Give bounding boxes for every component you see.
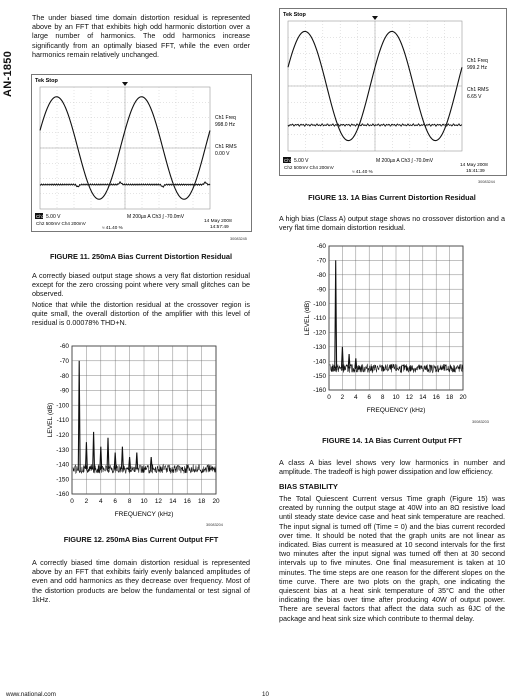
ch1-freq-label: Ch1 Freq [467, 58, 488, 64]
y-axis-label: LEVEL (dB) [47, 402, 54, 438]
scope-channels-2: Ch2 500mV Ch4 200mV [284, 165, 334, 170]
figure-14-id: 30083203 [472, 420, 489, 424]
figure-11-id: 30083245 [230, 237, 247, 241]
ch1-freq-value: 999.2 Hz [467, 65, 488, 71]
x-tick-label: 6 [367, 394, 371, 401]
x-tick-label: 8 [127, 498, 132, 505]
x-tick-label: 18 [446, 394, 454, 401]
y-tick-label: -160 [313, 387, 326, 395]
figure-11-oscilloscope [31, 74, 252, 232]
document-number-tab [1, 30, 15, 100]
figure-13-oscilloscope [279, 8, 507, 176]
figure-13-id: 30083244 [478, 180, 495, 184]
y-tick-label: -110 [313, 315, 326, 323]
ch1-rms-value: 0.00 V [215, 151, 230, 157]
figure-12-fft-chart [40, 340, 250, 525]
scope-graticule [288, 16, 462, 151]
x-tick-label: 4 [99, 498, 103, 505]
document-number: AN-1850 [2, 50, 14, 97]
y-tick-label: -120 [313, 329, 326, 337]
y-tick-label: -130 [56, 446, 69, 454]
figure-13-caption: FIGURE 13. 1A Bias Current Distortion Residual [308, 193, 476, 202]
y-tick-label: -60 [316, 243, 326, 251]
y-axis-label: LEVEL (dB) [304, 300, 311, 336]
y-tick-label: -70 [316, 257, 326, 265]
x-tick-label: 4 [354, 394, 358, 401]
y-tick-label: -150 [56, 476, 69, 484]
scope-date: 14 May 2008 [204, 219, 232, 224]
trigger-marker [372, 16, 378, 20]
left-paragraph-3: Notice that while the distortion residual at the crossover region is quite small, the overall distortion of the amplifier with this level of residual is 0.00078% THD+N. [32, 300, 250, 328]
bias-stability-heading: BIAS STABILITY [279, 482, 338, 491]
y-tick-label: -120 [56, 432, 69, 439]
figure-11-scope-display [32, 75, 251, 231]
ch1-freq-value: 998.0 Hz [215, 122, 236, 128]
scope-time: 14:57:49 [210, 225, 229, 230]
x-tick-label: 0 [70, 498, 74, 505]
right-paragraph-1: A high bias (Class A) output stage shows no crossover distortion and a very flat time domain distortion residual. [279, 214, 505, 233]
x-tick-label: 0 [327, 394, 331, 401]
scope-header: Tek Stop [283, 12, 306, 18]
x-tick-label: 14 [419, 394, 427, 401]
left-paragraph-4: A correctly biased time domain distortion residual is represented above by an FFT that exhibits fairly evenly balanced amplitudes of even and odd harmonics as they decrease over frequency. Most of the distortion products are below the fundamental or test signal of 1kHz. [32, 558, 250, 604]
scope-trigger-position: ≈ 41.40 % [352, 169, 373, 174]
figure-11-caption: FIGURE 11. 250mA Bias Current Distortion Residual [49, 252, 233, 261]
scope-timebase: M 200µs A Ch3 ∫ -70.0mV [376, 158, 434, 164]
scope-header: Tek Stop [35, 78, 58, 84]
left-paragraph-1: The under biased time domain distortion residual is represented above by an FFT that exhibits high odd harmonic distortion over a large number of harmonics. The odd harmonics increase significantly from an optimally biased FFT, while the even order harmonics remain relatively unchanged. [32, 13, 250, 59]
figure-14-fft-chart [297, 240, 495, 420]
x-tick-label: 2 [340, 394, 345, 401]
y-tick-label: -100 [313, 300, 326, 308]
ch1-rms-label: Ch1 RMS [467, 87, 489, 93]
scope-trigger-position: ≈ 41.40 % [102, 225, 123, 230]
scope-graticule [40, 82, 210, 209]
ch1-rms-value: 6.65 V [467, 94, 482, 100]
x-axis-label: FREQUENCY (kHz) [366, 407, 426, 414]
y-tick-label: -130 [313, 344, 326, 351]
y-tick-label: -70 [59, 358, 69, 365]
y-tick-label: -110 [56, 417, 69, 425]
x-tick-label: 12 [405, 394, 413, 401]
x-tick-label: 20 [212, 498, 220, 505]
ch1-indicator-text: Ch1 [36, 214, 45, 219]
figure-12-id: 30083204 [206, 523, 223, 527]
x-tick-label: 2 [84, 498, 89, 505]
ch1-freq-label: Ch1 Freq [215, 115, 236, 121]
scope-channels-2: Ch2 500mV Ch4 200mV [36, 221, 86, 226]
trigger-marker [122, 82, 128, 86]
right-paragraph-3: The Total Quiescent Current versus Time graph (Figure 15) was created by running the output stage at 40W into an 8Ω resistive load until steady state device case and heat sink temperature are reached. The input signal is turned off (Time = 0) and the bias current recorded over time. It should be noted that the graph units are not linear as indicated. Bias current is measured at 10 second intervals for the first two minutes after the input signal was turned off then at 30 second intervals up to five minutes. One final measurement is taken at 10 minutes. The time steps are one reason for the different slopes on the time curve. There are two plots on the graph, one indicating the quiescent bias at a heat sink temperature of 35°C and the other indicating the bias over time after producing 40W of output power. There are several factors that affect the data such as θJC of the package and heat sink size which contribute to thermal delay. [279, 494, 505, 623]
x-tick-label: 16 [183, 498, 191, 505]
x-axis-label: FREQUENCY (kHz) [114, 511, 174, 518]
y-tick-label: -140 [56, 461, 69, 469]
y-tick-label: -150 [313, 372, 326, 380]
y-tick-label: -140 [313, 358, 326, 366]
y-tick-label: -80 [59, 372, 69, 380]
x-tick-label: 10 [140, 498, 148, 505]
x-tick-label: 14 [169, 498, 177, 505]
scope-date: 14 May 2008 [460, 163, 488, 168]
figure-14-caption: FIGURE 14. 1A Bias Current Output FFT [322, 436, 462, 445]
x-tick-label: 10 [392, 394, 400, 401]
y-tick-label: -60 [59, 343, 69, 351]
x-tick-label: 6 [113, 498, 117, 505]
ch1-indicator-text: Ch1 [284, 158, 293, 163]
figure-12-fft-svg [40, 340, 250, 525]
figure-12-caption: FIGURE 12. 250mA Bias Current Output FFT [63, 535, 219, 544]
y-tick-label: -100 [56, 402, 69, 410]
y-tick-label: -80 [316, 272, 326, 279]
page-number: 10 [262, 691, 269, 698]
x-tick-label: 16 [432, 394, 440, 401]
figure-13-scope-display [280, 9, 506, 175]
y-tick-label: -90 [59, 387, 69, 395]
ch1-scale: 5.00 V [46, 214, 61, 220]
left-paragraph-2: A correctly biased output stage shows a very flat distortion residual except for the zero crossing point where very small glitches can be observed. [32, 271, 250, 299]
figure-14-fft-svg [297, 240, 495, 420]
x-tick-label: 20 [459, 394, 467, 401]
right-paragraph-2: A class A bias level shows very low harmonics in number and amplitude. The tradeoff is high power dissipation and low efficiency. [279, 458, 505, 477]
ch1-rms-label: Ch1 RMS [215, 144, 237, 150]
scope-time: 15:41:39 [466, 169, 485, 174]
x-tick-label: 18 [198, 498, 206, 505]
scope-timebase: M 200µs A Ch3 ∫ -70.0mV [127, 214, 185, 220]
ch1-scale: 5.00 V [294, 158, 309, 164]
y-tick-label: -90 [316, 286, 326, 294]
footer-url[interactable]: www.national.com [6, 691, 56, 698]
x-tick-label: 8 [380, 394, 385, 401]
y-tick-label: -160 [56, 491, 69, 499]
x-tick-label: 12 [154, 498, 162, 505]
